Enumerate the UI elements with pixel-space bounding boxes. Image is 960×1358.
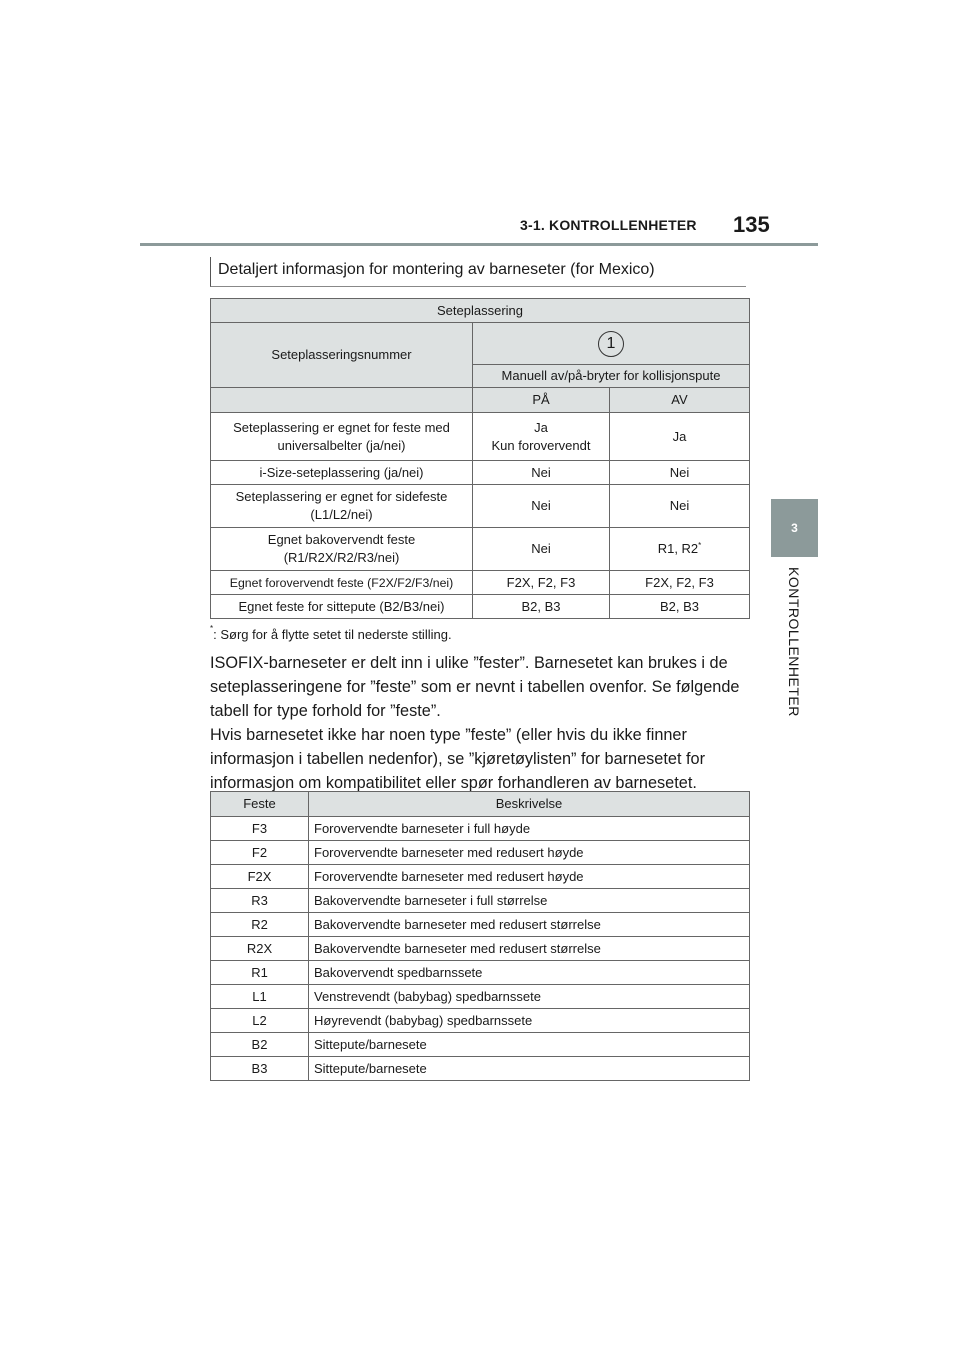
on-value: [473, 413, 610, 461]
section-title: 3-1. KONTROLLENHETER: [520, 217, 697, 233]
row-label: Egnet bakovervendt feste (R1/R2X/R2/R3/nei): [211, 528, 473, 571]
feste-code: R1: [211, 961, 309, 985]
feste-description: Bakovervendte barneseter med redusert størrelse: [309, 913, 750, 937]
table-row: [211, 817, 750, 841]
seat-table-heading: Detaljert informasjon for montering av barneseter (for Mexico): [210, 257, 746, 287]
on-header: PÅ: [473, 388, 610, 413]
chapter-tab[interactable]: [771, 499, 818, 557]
seat-table: [210, 298, 750, 619]
row-label: Egnet forovervendt feste (F2X/F2/F3/nei): [211, 571, 473, 595]
on-value-line: Ja: [534, 419, 548, 435]
table-row: [211, 841, 750, 865]
table-row: [211, 413, 750, 461]
table-row: [211, 865, 750, 889]
feste-code: B3: [211, 1057, 309, 1081]
feste-description: Venstrevendt (babybag) spedbarnssete: [309, 985, 750, 1009]
seat-number-circle: 1: [598, 331, 624, 357]
paragraph: ISOFIX-barneseter er delt inn i ulike ”fester”. Barnesetet kan brukes i de seteplasseringene for ”feste” som er nevnt i tabellen ovenfor. Se følgende tabell for type forhold for ”feste”.: [210, 654, 740, 720]
row-label: Seteplassering er egnet for feste med universalbelter (ja/nei): [211, 413, 473, 461]
footnote-mark: *: [698, 541, 702, 550]
feste-code: F3: [211, 817, 309, 841]
seat-number-label: Seteplasseringsnummer: [211, 323, 473, 388]
off-value: Nei: [610, 485, 750, 528]
off-header: AV: [610, 388, 750, 413]
table-row: [211, 528, 750, 571]
table-row: [211, 1009, 750, 1033]
feste-code: B2: [211, 1033, 309, 1057]
header-rule: [140, 243, 818, 246]
feste-code: R2: [211, 913, 309, 937]
table-row: [211, 889, 750, 913]
chapter-title: KONTROLLENHETER: [786, 567, 802, 717]
footnote-text: : Sørg for å flytte setet til nederste stilling.: [213, 627, 452, 642]
off-value: F2X, F2, F3: [610, 571, 750, 595]
table-row: [211, 985, 750, 1009]
feste-code: F2: [211, 841, 309, 865]
feste-code: L2: [211, 1009, 309, 1033]
feste-code: L1: [211, 985, 309, 1009]
body-text: [210, 651, 755, 795]
feste-code: F2X: [211, 865, 309, 889]
feste-description: Høyrevendt (babybag) spedbarnssete: [309, 1009, 750, 1033]
feste-description: Forovervendte barneseter i full høyde: [309, 817, 750, 841]
footnote-mark: *: [210, 624, 214, 633]
feste-description: Sittepute/barnesete: [309, 1033, 750, 1057]
off-value: Ja: [610, 413, 750, 461]
row-label: Seteplassering er egnet for sidefeste (L1/L2/nei): [211, 485, 473, 528]
feste-description: Bakovervendte barneseter i full størrelse: [309, 889, 750, 913]
footnote: [210, 624, 452, 642]
row-label: i-Size-seteplassering (ja/nei): [211, 461, 473, 485]
feste-description: Forovervendte barneseter med redusert høyde: [309, 865, 750, 889]
type-table: [210, 791, 750, 1081]
page-number: 135: [733, 212, 770, 237]
table-row: [211, 913, 750, 937]
description-column-header: Beskrivelse: [309, 792, 750, 817]
seat-placement-header: Seteplassering: [211, 299, 750, 323]
row-label: Egnet feste for sittepute (B2/B3/nei): [211, 595, 473, 619]
paragraph: Hvis barnesetet ikke har noen type ”feste” (eller hvis du ikke finner informasjon i tabellen nedenfor), se ”kjøretøylisten” for barnesetet for informasjon om kompatibilitet eller spør forhandleren av barnesetet.: [210, 726, 705, 792]
off-value-text: R1, R2: [657, 541, 699, 556]
off-value: B2, B3: [610, 595, 750, 619]
feste-column-header: Feste: [211, 792, 309, 817]
table-row: [211, 937, 750, 961]
chapter-number: 3: [791, 521, 798, 535]
on-value: Nei: [473, 485, 610, 528]
table-row: [211, 485, 750, 528]
on-value: Nei: [473, 461, 610, 485]
feste-description: Sittepute/barnesete: [309, 1057, 750, 1081]
on-value: B2, B3: [473, 595, 610, 619]
on-value: F2X, F2, F3: [473, 571, 610, 595]
feste-description: Bakovervendt spedbarnssete: [309, 961, 750, 985]
feste-code: R2X: [211, 937, 309, 961]
table-row: [211, 961, 750, 985]
table-row: [211, 461, 750, 485]
off-value: Nei: [610, 461, 750, 485]
table-row: [211, 595, 750, 619]
empty-cell: [211, 388, 473, 413]
on-value-line: Kun forovervendt: [491, 437, 591, 453]
feste-description: Forovervendte barneseter med redusert høyde: [309, 841, 750, 865]
airbag-switch-label: Manuell av/på-bryter for kollisjonspute: [473, 365, 750, 388]
on-value: Nei: [473, 528, 610, 571]
table-row: [211, 1033, 750, 1057]
off-value: [610, 528, 750, 571]
table-row: [211, 571, 750, 595]
seat-number-cell: [473, 323, 750, 365]
feste-code: R3: [211, 889, 309, 913]
feste-description: Bakovervendte barneseter med redusert størrelse: [309, 937, 750, 961]
table-row: [211, 1057, 750, 1081]
